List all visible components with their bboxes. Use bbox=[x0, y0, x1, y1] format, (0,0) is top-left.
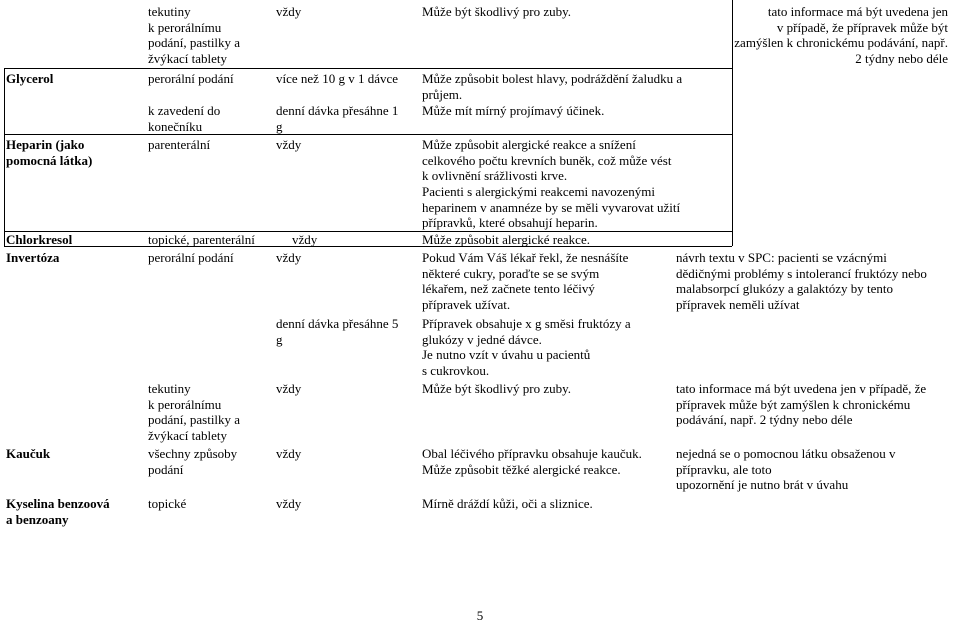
rule-heparin-top bbox=[4, 134, 732, 135]
invertoza-route-3: tekutiny k perorálnímu podání, pastilky a žvýkací tablety bbox=[148, 381, 241, 443]
kyselina-threshold: vždy bbox=[276, 496, 302, 511]
rule-glycerol-top bbox=[4, 68, 732, 69]
heparin-threshold: vždy bbox=[276, 137, 302, 152]
glycerol-info-1: Může způsobit bolest hlavy, podráždění žaludku a průjem. bbox=[422, 71, 683, 102]
rule-chlorkresol-bottom bbox=[4, 246, 732, 247]
top-form: tekutiny k perorálnímu podání, pastilky a žvýkací tablety bbox=[148, 4, 241, 66]
invertoza-note-3: tato informace má být uvedena jen v případě, že přípravek může být zamýšlen k chronickému podávání, např. 2 týdny nebo déle bbox=[676, 381, 927, 427]
invertoza-threshold-3: vždy bbox=[276, 381, 302, 396]
kaucuk-note: nejedná se o pomocnou látku obsaženou v přípravku, ale toto upozornění je nutno brát v úvahu bbox=[676, 446, 896, 492]
top-threshold: vždy bbox=[276, 4, 302, 19]
chlorkresol-name: Chlorkresol bbox=[6, 232, 73, 247]
chlorkresol-threshold: vždy bbox=[292, 232, 318, 247]
invertoza-info-2: Přípravek obsahuje x g směsi fruktózy a glukózy v jedné dávce. Je nutno vzít v úvahu u pacientů s cukrovkou. bbox=[422, 316, 631, 378]
kaucuk-info: Obal léčivého přípravku obsahuje kaučuk. Může způsobit těžké alergické reakce. bbox=[422, 446, 642, 477]
glycerol-route-2: k zavedení do konečníku bbox=[148, 103, 221, 134]
page-number: 5 bbox=[476, 608, 484, 623]
invertoza-threshold-2: denní dávka přesáhne 5 g bbox=[276, 316, 399, 347]
glycerol-info-2: Může mít mírný projímavý účinek. bbox=[422, 103, 605, 118]
rule-chlorkresol-top bbox=[4, 231, 732, 232]
rule-table-left bbox=[4, 68, 5, 246]
kyselina-route: topické bbox=[148, 496, 187, 511]
kyselina-name: Kyselina benzoová a benzoany bbox=[6, 496, 110, 527]
top-note: tato informace má být uvedena jen v případě, že přípravek může být zamýšlen k chronickému podávání, např. 2 týdny nebo déle bbox=[734, 4, 948, 66]
glycerol-name: Glycerol bbox=[6, 71, 54, 86]
invertoza-name: Invertóza bbox=[6, 250, 60, 265]
invertoza-route-1: perorální podání bbox=[148, 250, 234, 265]
heparin-info-1: Může způsobit alergické reakce a snížení celkového počtu krevních buněk, což může vést k ovlivnění srážlivosti krve. bbox=[422, 137, 672, 183]
heparin-name: Heparin (jako pomocná látka) bbox=[6, 137, 93, 168]
invertoza-info-3: Může být škodlivý pro zuby. bbox=[422, 381, 571, 396]
kyselina-info: Mírně dráždí kůži, oči a sliznice. bbox=[422, 496, 593, 511]
chlorkresol-route: topické, parenterální bbox=[148, 232, 255, 247]
heparin-route: parenterální bbox=[148, 137, 211, 152]
chlorkresol-info: Může způsobit alergické reakce. bbox=[422, 232, 590, 247]
kaucuk-threshold: vždy bbox=[276, 446, 302, 461]
heparin-info-2: Pacienti s alergickými reakcemi navozenými heparinem v anamnéze by se měli vyvarovat užití přípravků, které obsahují heparin. bbox=[422, 184, 681, 230]
invertoza-note-1: návrh textu v SPC: pacienti se vzácnými dědičnými problémy s intolerancí fruktózy nebo malabsorpcí glukózy a galaktózy by tento přípravek neměli užívat bbox=[676, 250, 927, 312]
kaucuk-name: Kaučuk bbox=[6, 446, 51, 461]
kaucuk-route: všechny způsoby podání bbox=[148, 446, 238, 477]
glycerol-route-1: perorální podání bbox=[148, 71, 234, 86]
top-info: Může být škodlivý pro zuby. bbox=[422, 4, 571, 19]
invertoza-info-1: Pokud Vám Váš lékař řekl, že nesnášíte některé cukry, poraďte se se svým lékařem, než začnete tento léčivý přípravek užívat. bbox=[422, 250, 629, 312]
glycerol-threshold-1: více než 10 g v 1 dávce bbox=[276, 71, 399, 86]
glycerol-threshold-2: denní dávka přesáhne 1 g bbox=[276, 103, 399, 134]
invertoza-threshold-1: vždy bbox=[276, 250, 302, 265]
